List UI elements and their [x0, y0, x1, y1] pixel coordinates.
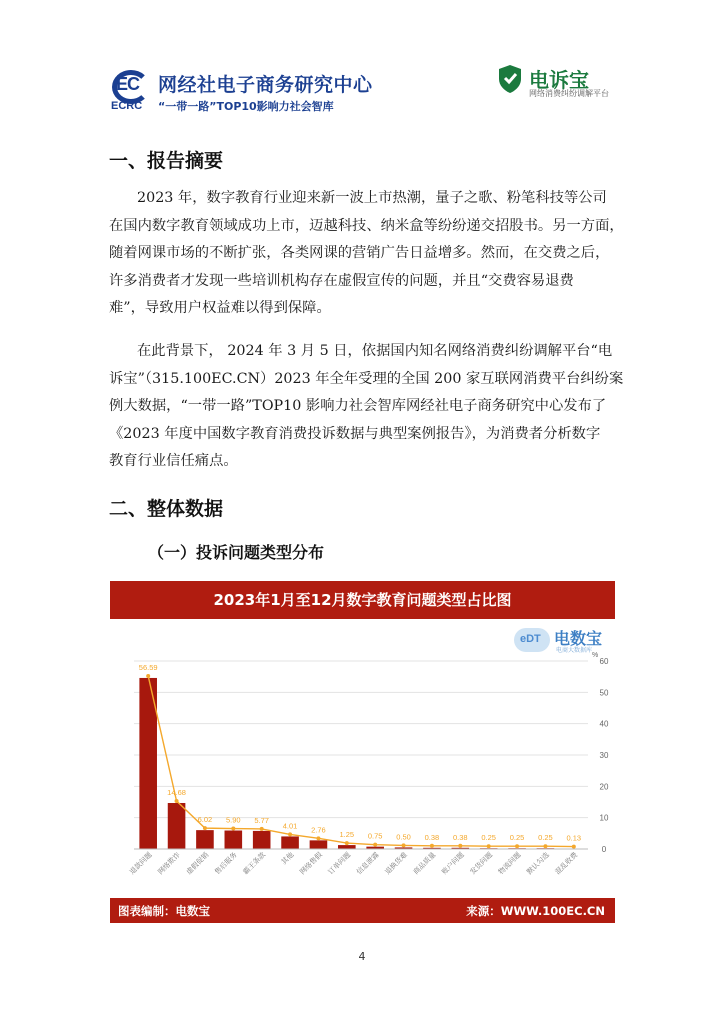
- ecrc-logo: [110, 66, 373, 116]
- paragraph-line: 教育行业信任痛点。: [109, 453, 238, 469]
- y-tick-label: 60: [599, 657, 609, 666]
- x-tick-label: 退款问题: [128, 850, 154, 877]
- section-1-title: 一、报告摘要: [109, 150, 224, 172]
- data-label: 0.25: [538, 833, 553, 843]
- x-tick-label: 售后服务: [213, 850, 239, 877]
- x-tick-label: 退换货难: [383, 850, 409, 877]
- trend-point: [260, 827, 264, 831]
- trend-point: [543, 844, 547, 848]
- x-tick-label: 订单问题: [326, 850, 353, 877]
- dianshubao-watermark: eDT 电数宝 电商大数据库: [514, 624, 609, 656]
- bar: [253, 831, 271, 849]
- data-label: 0.75: [367, 831, 383, 841]
- data-label: 0.13: [566, 833, 582, 843]
- bar: [168, 803, 186, 849]
- chart-plot: [110, 619, 615, 898]
- dianshubao-logo: [497, 64, 617, 104]
- y-tick-label: 10: [599, 813, 609, 823]
- y-unit-label: %: [592, 652, 599, 659]
- x-tick-label: 物流问题: [497, 850, 523, 877]
- data-label: 5.90: [226, 815, 241, 825]
- bar: [310, 840, 328, 849]
- summary-paragraph-2: [109, 338, 624, 476]
- paragraph-line: 例大数据，“一带一路”TOP10 影响力社会智库网经社电子商务研究中心发布了: [109, 398, 607, 414]
- paragraph-line: 随着网课市场的不断扩张，各类网课的营销广告日益增多。然而，在交费之后，: [109, 245, 610, 261]
- chart-credit: 图表编制：电数宝: [118, 904, 210, 918]
- data-label: 5.77: [254, 815, 269, 825]
- x-tick-label: 虚假促销: [184, 850, 211, 877]
- trend-point: [231, 827, 235, 831]
- trend-point: [572, 845, 576, 849]
- x-tick-label: 默认勾选: [525, 850, 551, 877]
- trend-point: [175, 799, 179, 803]
- chart-source: 来源：WWW.100EC.CN: [466, 904, 605, 918]
- data-label: 0.25: [481, 833, 496, 843]
- paragraph-line: 诉宝”（315.100EC.CN）2023 年全年受理的全国 200 家互联网消费平台纠纷案: [109, 370, 624, 387]
- x-tick-label: 账户问题: [440, 850, 466, 877]
- section-2-title: 二、整体数据: [109, 498, 224, 520]
- paragraph-line: 在此背景下， 2024 年 3 月 5 日，依据国内知名网络消费纠纷调解平台“电: [137, 343, 613, 359]
- trend-point: [146, 674, 150, 678]
- bar: [225, 831, 243, 849]
- platform-name: 电诉宝: [529, 68, 589, 92]
- trend-point: [316, 836, 320, 840]
- data-label: 14.68: [167, 788, 186, 798]
- data-label: 1.25: [339, 830, 355, 840]
- page-number: 4: [358, 950, 366, 963]
- paragraph-line: 难”，导致用户权益难以得到保障。: [109, 300, 331, 316]
- x-tick-label: 信息泄露: [355, 850, 381, 877]
- y-tick-label: 40: [599, 719, 609, 729]
- summary-paragraph-1: [109, 185, 624, 323]
- data-label: 0.50: [396, 832, 411, 842]
- y-tick-label: 30: [599, 751, 609, 760]
- x-tick-label: 发货问题: [468, 850, 495, 877]
- paragraph-line: 2023 年，数字教育行业迎来新一波上市热潮，量子之歌、粉笔科技等公司: [137, 190, 607, 206]
- platform-subtitle: 网络消费纠纷调解平台: [529, 89, 609, 98]
- org-subtitle: “一带一路”TOP10影响力社会智库: [158, 100, 334, 113]
- trend-point: [515, 844, 519, 848]
- bar: [196, 830, 214, 849]
- trend-point: [430, 844, 434, 848]
- ec-logo-icon: EC ECRC: [110, 66, 158, 114]
- subsection-title: （一）投诉问题类型分布: [148, 543, 325, 562]
- data-label: 2.76: [311, 825, 326, 835]
- trend-point: [402, 843, 406, 847]
- paragraph-line: 《2023 年度中国数字教育消费投诉数据与典型案例报告》，为消费者分析数字: [109, 425, 601, 442]
- bar: [338, 845, 356, 849]
- x-tick-label: 其他: [279, 850, 296, 867]
- data-label: 0.25: [509, 833, 525, 843]
- chart-footer: [110, 898, 615, 923]
- x-tick-label: 网络欺诈: [156, 850, 182, 877]
- trend-point: [458, 844, 462, 848]
- data-label: 0.38: [453, 832, 468, 842]
- data-label: 56.59: [138, 662, 158, 672]
- bar: [281, 836, 299, 849]
- paragraph-line: 许多消费者才发现一些培训机构存在虚假宣传的问题，并且“交费容易退费: [109, 272, 574, 289]
- org-name: 网经社电子商务研究中心: [158, 74, 373, 96]
- y-tick-label: 50: [599, 688, 609, 698]
- data-label: 4.01: [282, 821, 298, 831]
- x-tick-label: 商品质量: [411, 850, 438, 877]
- complaint-type-chart: [110, 581, 615, 923]
- trend-point: [487, 844, 491, 848]
- trend-point: [345, 841, 349, 845]
- x-tick-label: 网络售假: [298, 850, 324, 877]
- x-tick-label: 霸王条款: [241, 850, 268, 877]
- trend-point: [288, 832, 292, 836]
- paragraph-line: 在国内数字教育领域成功上市，迈越科技、纳米盒等纷纷递交招股书。另一方面，: [109, 217, 624, 234]
- trend-point: [203, 826, 207, 830]
- y-tick-label: 0: [601, 845, 607, 854]
- data-label: 6.02: [197, 815, 213, 825]
- chart-title: 2023年1月至12月数字教育问题类型占比图: [110, 581, 615, 619]
- trend-point: [373, 843, 377, 847]
- y-tick-label: 20: [599, 782, 609, 792]
- data-label: 0.38: [424, 832, 440, 842]
- shield-icon: [497, 64, 523, 94]
- x-tick-label: 混乱收费: [553, 850, 580, 877]
